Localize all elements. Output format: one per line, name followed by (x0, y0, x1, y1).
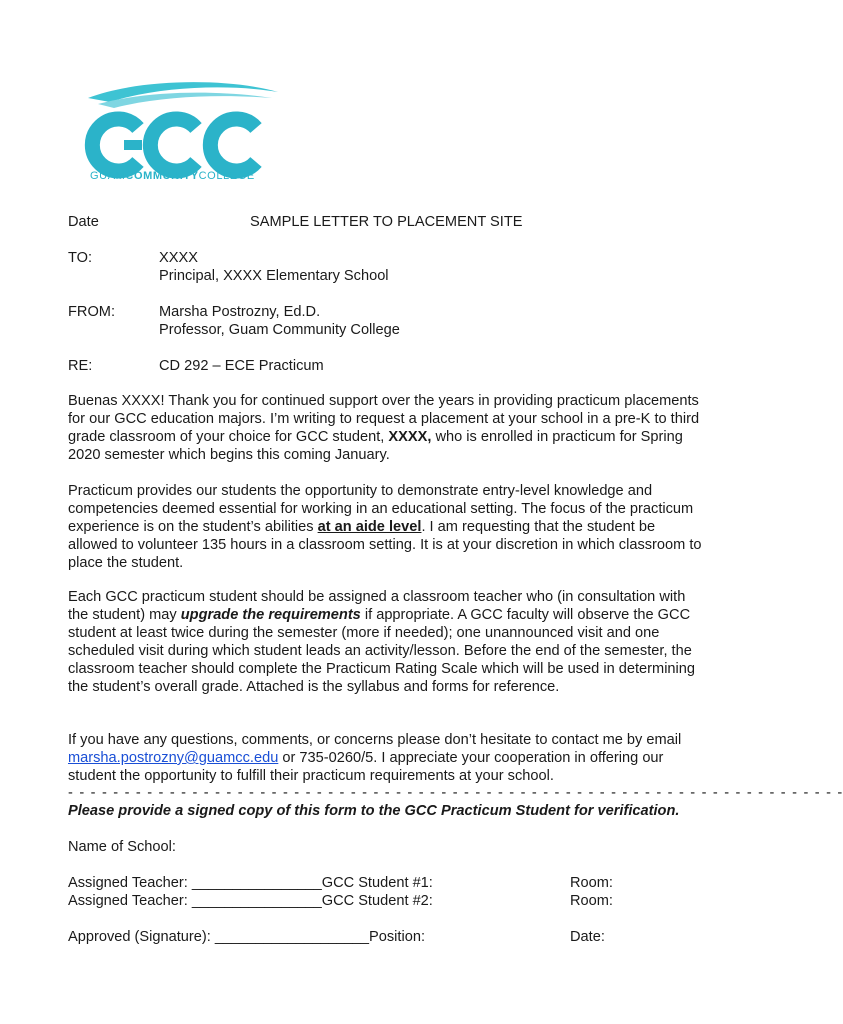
from-label: FROM: (68, 304, 116, 320)
re-value: CD 292 – ECE Practicum (159, 358, 324, 374)
logo-wave (88, 82, 278, 102)
re-label: RE: (68, 358, 93, 374)
logo-letter-c1 (150, 119, 196, 171)
paragraph-practicum: Practicum provides our students the opportunity to demonstrate entry-level knowledge and competencies deemed essential for working in an educational setting. The focus of the practicum experience is on the student’s abilities at an aide level. I am requesting that the student be allowed to volunteer 135 hours in a classroom setting. It is at your discretion in which classroom to place the student. (68, 483, 702, 571)
letter-title: SAMPLE LETTER TO PLACEMENT SITE (250, 214, 523, 230)
assigned-teacher-2-field: Assigned Teacher: ________________GCC Student #2: (68, 893, 433, 909)
paragraph-greeting: Buenas XXXX! Thank you for continued support over the years in providing practicum placements for our GCC education majors. I’m writing to request a placement at your school in a pre-K to third grade classroom of your choice for GCC student, XXXX, who is enrolled in practicum for Spring 2020 semester which begins this coming January. (68, 393, 700, 463)
logo-letter-c2 (210, 119, 256, 171)
from-name: Marsha Postrozny, Ed.D. (159, 304, 321, 320)
to-label: TO: (68, 250, 93, 266)
date-field: Date: (570, 929, 605, 945)
to-name: XXXX (159, 250, 198, 266)
room-1-field: Room: (570, 875, 613, 891)
assigned-teacher-1-field: Assigned Teacher: ________________GCC Student #1: (68, 875, 433, 891)
paragraph-requirements: Each GCC practicum student should be assigned a classroom teacher who (in consultation with the student) may upgrade the requirements if appropriate. A GCC faculty will observe the GCC student at least twice during the semester (more if needed); one unannounced visit and one scheduled visit during which student leads an activity/lesson. Before the end of the semester, the classroom teacher should complete the Practicum Rating Scale which will be used in determining the student’s overall grade. Attached is the syllabus and forms for reference. (68, 589, 696, 695)
date-label: Date (68, 214, 99, 230)
paragraph-contact: If you have any questions, comments, or concerns please don’t hesitate to contact me by email marsha.postrozny@guamcc.edu or 735-0260/5. I appreciate your cooperation in offering our student the opportunity to fulfill their practicum requirements at your school. (68, 732, 682, 784)
form-instruction: Please provide a signed copy of this form to the GCC Practicum Student for verification. (68, 803, 680, 819)
email-link[interactable]: marsha.postrozny@guamcc.edu (68, 750, 279, 766)
approved-signature-field: Approved (Signature): ___________________Position: (68, 929, 426, 945)
room-2-field: Room: (570, 893, 613, 909)
from-title: Professor, Guam Community College (159, 322, 400, 338)
logo-wordmark: GUAMCOMMUNITYCOLLEGE (90, 170, 255, 182)
to-title: Principal, XXXX Elementary School (159, 268, 389, 284)
school-name-field: Name of School: (68, 839, 176, 855)
dashed-separator: - - - - - - - - - - - - - - - - - - - - - - - - - - - - - - - - - - - - - - - - - - - - - - - - - - - - - - - - - - - - - - - - - - - - - (68, 785, 843, 801)
